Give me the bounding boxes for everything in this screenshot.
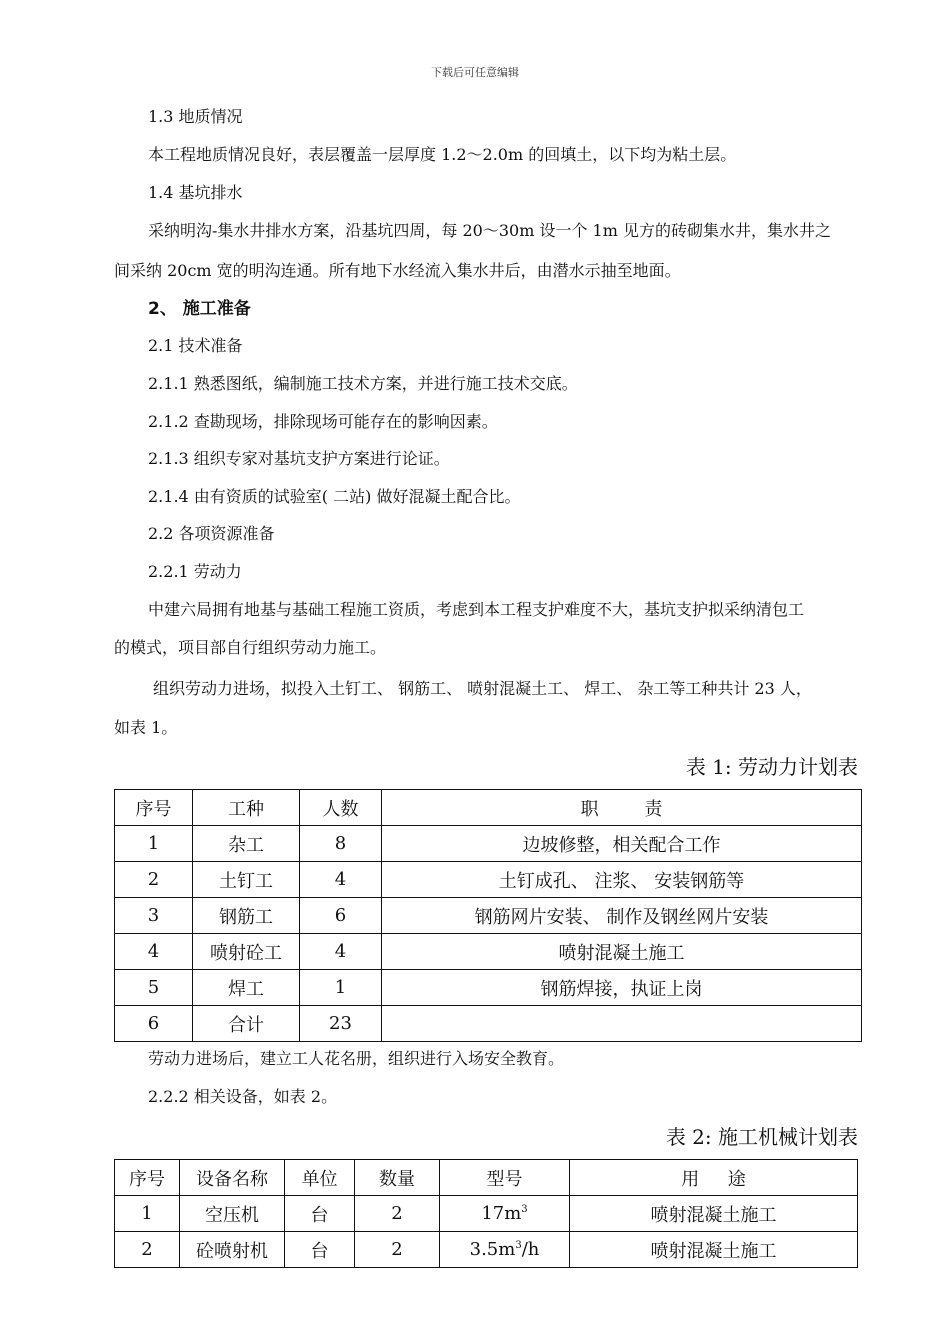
table-header-cell: 职 责 [382,790,862,826]
section-1-4-title: 1.4 基坑排水 [148,183,243,202]
table-cell: 边坡修整，相关配合工作 [382,826,862,862]
table-header-cell: 单位 [285,1160,355,1196]
table-cell: 2 [115,862,193,898]
table-cell: 喷射砼工 [193,934,300,970]
table-cell: 1 [115,1196,180,1232]
section-2-2-1-body-line4: 如表 1。 [114,718,178,737]
table-row [115,934,862,970]
table-cell: 2 [355,1232,440,1268]
table-cell: 2 [355,1196,440,1232]
table-header-cell: 工种 [193,790,300,826]
table-row [115,898,862,934]
section-2-2-1-body-line2: 的模式，项目部自行组织劳动力施工。 [114,638,387,657]
machinery-plan-table [114,1159,858,1268]
model-value: 3.5m [469,1239,516,1260]
section-2-2-1-body-line1: 中建六局拥有地基与基础工程施工资质，考虑到本工程支护难度不大，基坑支护拟采纳清包工 [148,600,805,619]
table-cell: 4 [115,934,193,970]
table-row [115,826,862,862]
model-tail: /h [521,1239,540,1260]
table-cell: 钢筋焊接，执证上岗 [382,970,862,1006]
table-cell: 土钉成孔、 注浆、 安装钢筋等 [382,862,862,898]
table-row [115,862,862,898]
table-row [115,1196,858,1232]
table-cell: 1 [115,826,193,862]
table-cell: 4 [300,934,382,970]
page-bottom-blank [0,1268,950,1344]
table-cell: 喷射混凝土施工 [570,1232,858,1268]
table-cell: 空压机 [180,1196,285,1232]
table-cell: 23 [300,1006,382,1042]
table2-caption: 表 2: 施工机械计划表 [665,1125,858,1149]
section-2-2-1-body-line3: 组织劳动力进场，拟投入土钉工、 钢筋工、 喷射混凝土工、 焊工、 杂工等工种共计 23 人， [153,679,812,698]
section-1-4-body-line1: 采纳明沟-集水井排水方案，沿基坑四周，每 20～30m 设一个 1m 见方的砖砌集水井，集水井之 [148,221,831,240]
table-header-cell: 数量 [355,1160,440,1196]
table-cell: 钢筋工 [193,898,300,934]
table-row [115,1232,858,1268]
table-cell: 6 [115,1006,193,1042]
table-cell: 喷射混凝土施工 [382,934,862,970]
table-cell: 土钉工 [193,862,300,898]
table-cell: 合计 [193,1006,300,1042]
table-cell: 3 [115,898,193,934]
table-cell: 台 [285,1232,355,1268]
section-2-1-3: 2.1.3 组织专家对基坑支护方案进行论证。 [148,449,450,468]
table-cell-model [440,1196,570,1232]
table-header-cell: 设备名称 [180,1160,285,1196]
section-2-1-title: 2.1 技术准备 [148,336,243,355]
section-1-4-body-line2: 间采纳 20cm 宽的明沟连通。所有地下水经流入集水井后，由潜水示抽至地面。 [114,261,681,280]
table-cell-model [440,1232,570,1268]
after-table1-text: 劳动力进场后，建立工人花名册，组织进行入场安全教育。 [148,1049,565,1068]
table-header-cell: 用 途 [570,1160,858,1196]
model-superscript: 3 [521,1204,528,1215]
section-2-2-1-title: 2.2.1 劳动力 [148,562,242,581]
table-header-cell: 序号 [115,1160,180,1196]
table-header-row [115,1160,858,1196]
table-cell: 砼喷射机 [180,1232,285,1268]
table-header-row [115,790,862,826]
table-header-cell: 序号 [115,790,193,826]
table-row [115,1006,862,1042]
table-header-cell: 型号 [440,1160,570,1196]
table-cell: 5 [115,970,193,1006]
model-value: 17m [481,1203,522,1224]
section-2-1-4: 2.1.4 由有资质的试验室( 二站) 做好混凝土配合比。 [148,487,521,506]
section-1-3-body: 本工程地质情况良好，表层覆盖一层厚度 1.2～2.0m 的回填土，以下均为粘土层。 [148,145,737,164]
table-cell: 8 [300,826,382,862]
section-2-1-2: 2.1.2 查勘现场，排除现场可能存在的影响因素。 [148,412,498,431]
section-2-2-title: 2.2 各项资源准备 [148,524,275,543]
table1-caption: 表 1: 劳动力计划表 [685,755,858,779]
table-cell: 喷射混凝土施工 [570,1196,858,1232]
table-cell: 1 [300,970,382,1006]
model-superscript: 3 [515,1240,522,1251]
table-cell: 6 [300,898,382,934]
section-2-1-1: 2.1.1 熟悉图纸，编制施工技术方案，并进行施工技术交底。 [148,374,578,393]
labor-plan-table [114,789,862,1042]
section-1-3-title: 1.3 地质情况 [148,107,243,126]
table-cell [382,1006,862,1042]
table-cell: 2 [115,1232,180,1268]
table-cell: 杂工 [193,826,300,862]
table-header-cell: 人数 [300,790,382,826]
table-cell: 4 [300,862,382,898]
page-header: 下载后可任意编辑 [431,66,519,79]
section-2-2-2-title: 2.2.2 相关设备，如表 2。 [148,1087,338,1106]
table-cell: 台 [285,1196,355,1232]
section-2-title: 2、 施工准备 [148,299,251,319]
table-row [115,970,862,1006]
table-cell: 钢筋网片安装、 制作及钢丝网片安装 [382,898,862,934]
table-cell: 焊工 [193,970,300,1006]
